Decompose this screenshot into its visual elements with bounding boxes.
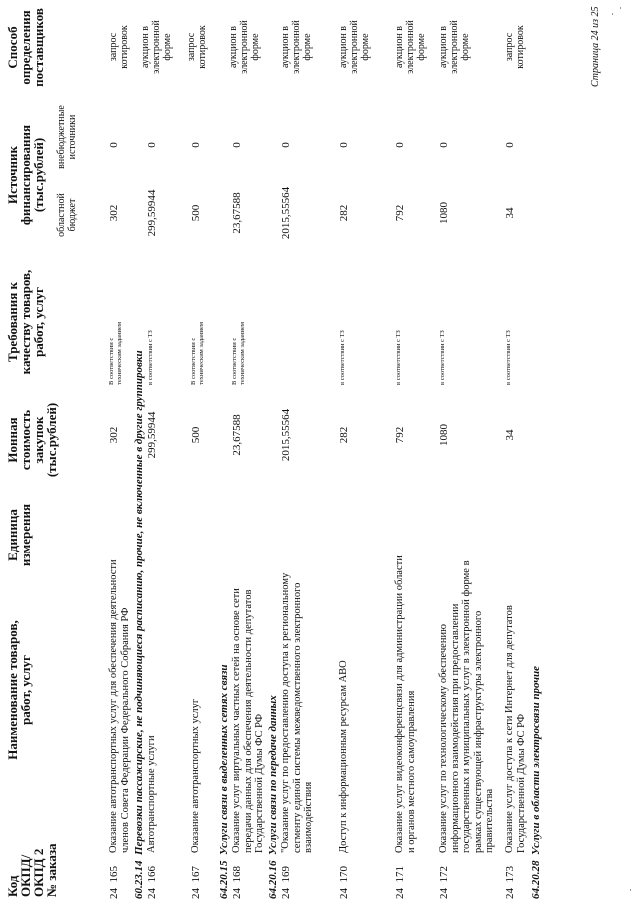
group-header [133,350,145,899]
row-requirements: В соответствии с техническим заданием [108,321,123,385]
row-offbudget: 0 [146,142,158,148]
header-unit: Единица измерения [5,503,33,567]
row-method: аукцион в электронной форме [338,20,371,74]
row-offbudget: 0 [108,142,120,148]
row-number: 24 166 [146,866,158,899]
row-price: 299,59944 [146,411,158,459]
row-method: аукцион в электронной форме [228,20,261,74]
header-name: Наименование товаров, работ, услуг [5,620,33,760]
row-method: аукцион в электронной форме [394,20,427,74]
row-price: 34 [504,429,516,441]
header-code: Код ОКПД/ ОКПД 2 № заказа [5,843,59,897]
row-budget: 2015,55564 [280,186,292,240]
group-name: Услуги в области электросвязи прочие [530,665,542,855]
scan-speck [612,13,613,15]
row-price: 302 [108,426,120,444]
row-budget: 302 [108,204,120,222]
row-number: 24 171 [394,866,406,899]
row-budget: 500 [190,204,202,222]
row-name: Оказание услуг видеоконференцсвязи для администрации области и органов местного самоуправления [394,555,417,853]
row-method: аукцион в электронной форме [438,20,471,74]
row-price: 500 [190,426,202,444]
row-name: Оказание услуг по технологическому обеспечению информационного взаимодействия при предоставлении государственных и муниципальных услуг в электронной форме в рамках существующей инфраструктуры электронного правительства [438,560,495,853]
row-number: 24 167 [190,866,202,899]
group-name: Услуги связи в выделенных сетях связи [218,664,230,855]
row-name: Оказание услуг доступа к сети Интернет для депутатов Государственной Думы ФС РФ [504,605,527,853]
header-method: Способ определения поставщиков [5,8,46,87]
row-method: запрос котировок [108,25,130,69]
row-name: Доступ к информационным ресурсам АВО [338,660,349,853]
page-number: Страница 24 из 25 [590,6,601,87]
scan-speck [620,7,621,9]
row-method: запрос котировок [186,25,208,69]
row-requirements: в соответствии с ТЗ [505,330,512,385]
row-price: 1080 [438,424,450,446]
group-code: 64.20.16 [267,860,279,899]
row-budget: 23,67588 [231,192,243,234]
row-budget: 299,59944 [146,189,158,237]
row-budget: 282 [338,204,350,222]
row-price: 23,67588 [231,414,243,456]
group-name: Перевозки пассажирские, не подчиняющиеся расписанию, прочие, не включенные в другие группировки [133,350,145,855]
row-name: Оказание услуг виртуальных частных сетей на основе сети передачи данных для обеспечения деятельности депутатов Государственной Думы ФС РФ [231,588,265,853]
row-offbudget: 0 [338,142,350,148]
row-offbudget: 0 [504,142,516,148]
row-budget: 34 [504,207,516,219]
group-header [530,666,542,899]
row-method: аукцион в электронной форме [140,20,173,74]
row-offbudget: 0 [280,142,292,148]
group-code: 64.20.15 [218,860,230,899]
row-name: Оказание автотранспортных услуг для обеспечения деятельности членов Совета Федерации Федерального Собрания РФ [108,559,131,853]
row-number: 24 170 [338,866,350,899]
group-name: Услуги связи по передаче данных [267,695,279,855]
group-code: 64.20.28 [530,860,542,899]
row-budget: 792 [394,204,406,222]
row-requirements: в соответствии с ТЗ [439,330,446,385]
header-requirements: Требования к качеству товаров, работ, услуг [5,269,46,375]
group-header [218,664,230,899]
row-name: Автотранспортные услуги [146,735,157,853]
group-code: 60.23.14 [133,860,145,899]
header-financing: Источник финансирования (тыс.рублей) [5,124,46,226]
row-name: "Оказание услуг по предоставлению доступа к региональному сегменту единой системы межведомственного электронного взаимодействия [280,572,314,853]
row-requirements: В соответствии с техническим заданием [231,321,246,385]
row-price: 792 [394,426,406,444]
row-name: Оказание автотранспортных услуг [190,698,201,853]
row-number: 24 169 [280,866,292,899]
row-method: аукцион в электронной форме [280,20,313,74]
row-budget: 1080 [438,202,450,224]
row-price: 2015,55564 [280,408,292,462]
row-offbudget: 0 [190,142,202,148]
row-number: 24 173 [504,866,516,899]
header-price: Ионная стоимость закупок (тыс.рублей) [5,402,59,478]
row-requirements: в соответствии с ТЗ [147,330,154,385]
scan-speck [630,889,631,891]
row-offbudget: 0 [438,142,450,148]
row-number: 24 172 [438,866,450,899]
header-regional-budget: областной бюджет [56,193,78,237]
row-number: 24 165 [108,866,120,899]
row-offbudget: 0 [394,142,406,148]
row-requirements: в соответствии с ТЗ [339,330,346,385]
row-price: 282 [338,426,350,444]
row-offbudget: 0 [231,142,243,148]
row-method: запрос котировок [504,25,526,69]
row-requirements: в соответствии с ТЗ [395,330,402,385]
header-offbudget: внебюджетные источники [56,105,78,169]
row-number: 24 168 [231,866,243,899]
group-header [267,695,279,899]
row-requirements: В соответствии с техническим заданием [190,321,205,385]
